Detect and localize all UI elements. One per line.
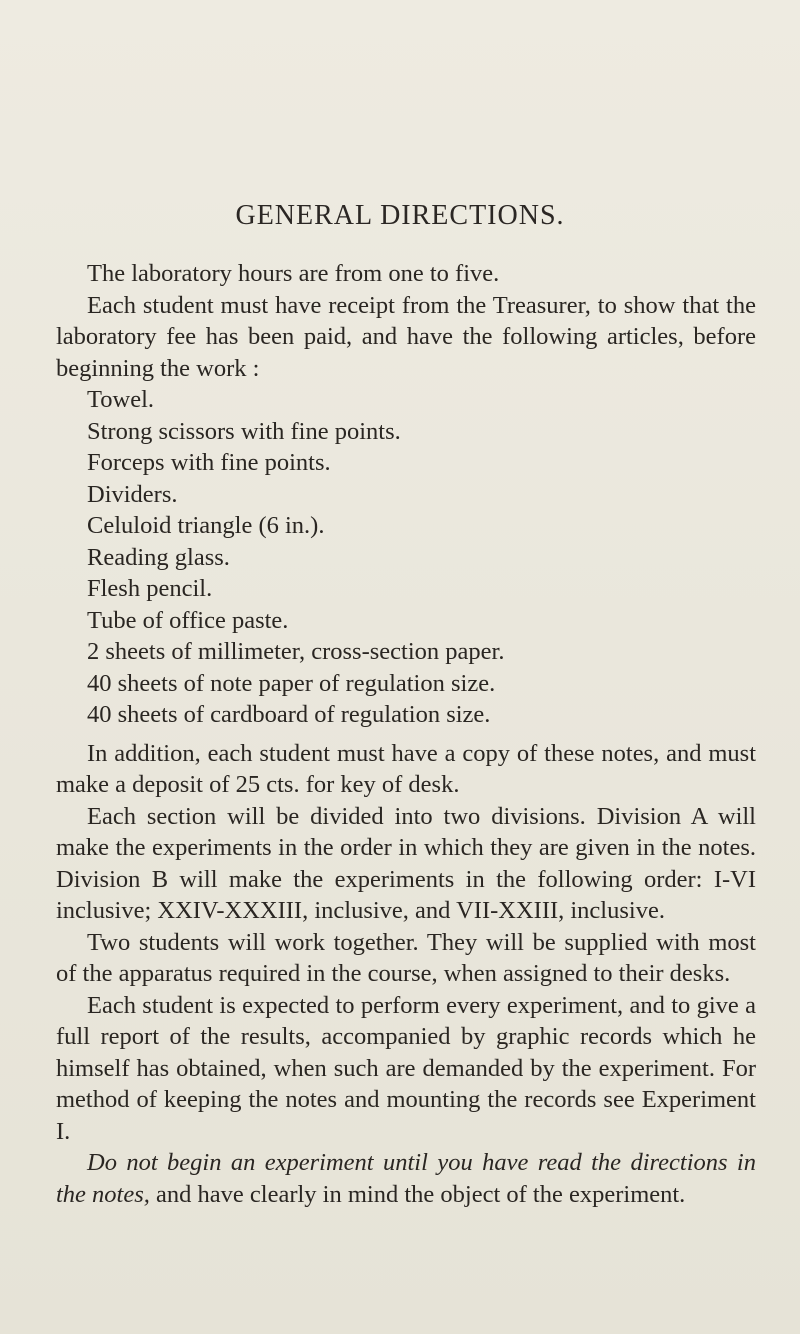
spacer (56, 731, 756, 738)
paragraph-divisions: Each section will be divided into two divisions. Division A will make the experiments in the order in which they are given in the notes. Division B will make the experiments in the following order: I-VI inclusive; XXIV-XXXIII, inclusive, and VII-XXIII, inclusive. (56, 802, 756, 924)
paragraph-copy-deposit: In addition, each student must have a copy of these notes, and must make a deposit of 25 cts. for key of desk. (56, 739, 756, 798)
list-item: Towel. (87, 386, 155, 413)
list-item: Flesh pencil. (87, 575, 213, 602)
paragraph-pairs: Two students will work together. They will be supplied with most of the apparatus required in the course, when assigned to their desks. (56, 928, 756, 987)
paragraph-hours: The laboratory hours are from one to five. (87, 260, 500, 287)
paragraph-reports: Each student is expected to perform every experiment, and to give a full report of the results, accompanied by graphic records which he himself has obtained, when such are demanded by the experiment. For method of keeping the notes and mounting the records see Experiment I. (56, 991, 756, 1145)
list-item: Strong scissors with fine points. (87, 417, 401, 445)
final-italic-text: Do not begin an experiment until you have read the directions in the notes, (56, 1149, 756, 1208)
paragraph-final (56, 1147, 756, 1210)
list-item: Dividers. (87, 480, 178, 508)
list-item: Celuloid triangle (6 in.). (87, 512, 325, 539)
final-rest-text: and have clearly in mind the object of the experiment. (149, 1180, 686, 1208)
list-item: Reading glass. (87, 543, 230, 571)
list-item: Forceps with fine points. (87, 449, 331, 476)
list-item: 40 sheets of cardboard of regulation size. (87, 701, 491, 728)
list-item: 2 sheets of millimeter, cross-section paper. (87, 638, 505, 665)
page-title: GENERAL DIRECTIONS. (235, 200, 565, 231)
text-body (56, 258, 756, 1210)
list-item: Tube of office paste. (87, 606, 289, 634)
paragraph-receipt: Each student must have receipt from the Treasurer, to show that the laboratory fee has been paid, and have the following articles, before beginning the work : (56, 291, 756, 382)
list-item: 40 sheets of note paper of regulation size. (87, 669, 496, 697)
articles-list (56, 384, 756, 731)
